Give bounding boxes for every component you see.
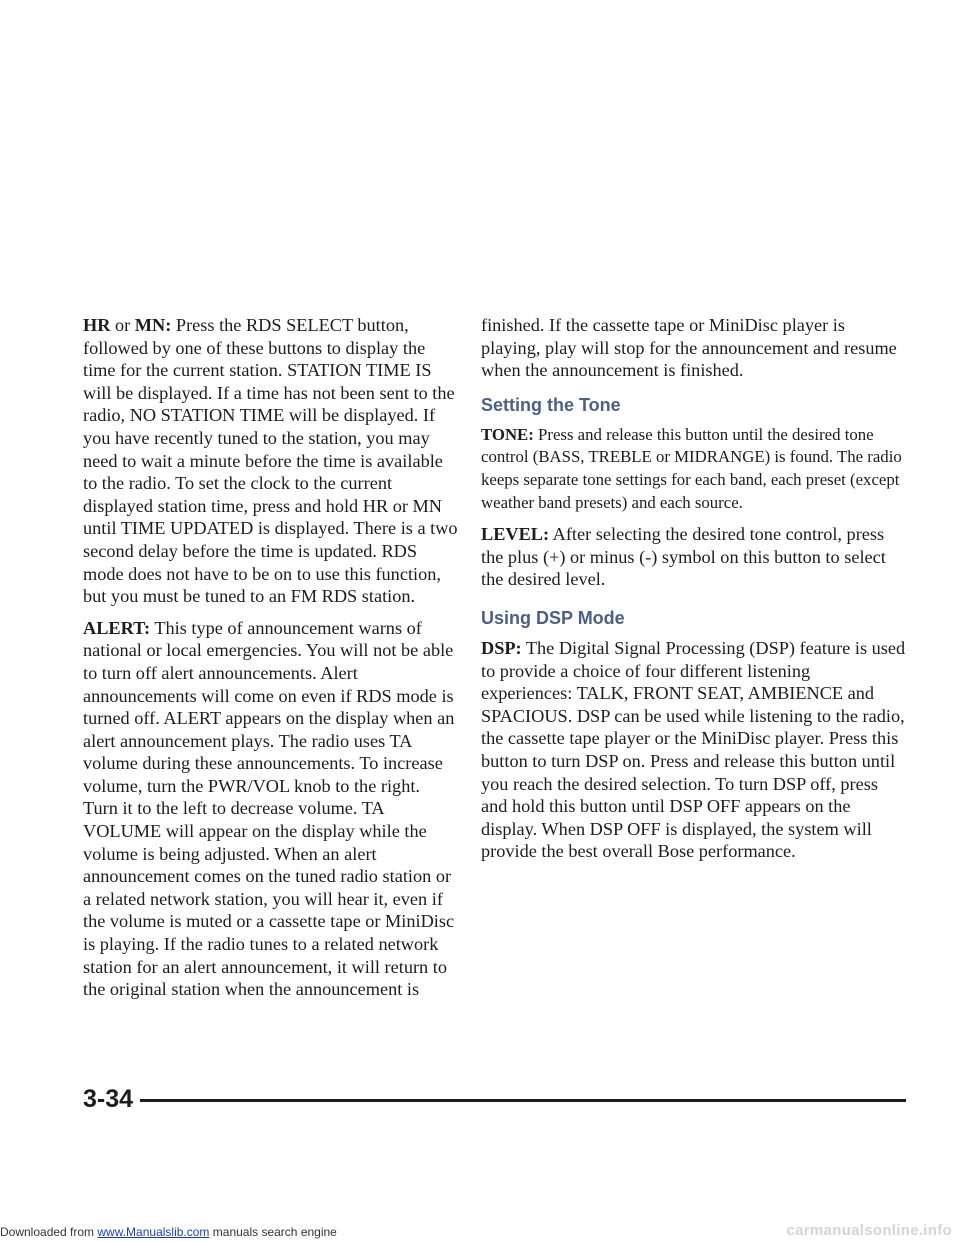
dsp-paragraph	[481, 637, 906, 863]
footer-prefix: Downloaded from	[0, 1225, 98, 1239]
page-number: 3-34	[83, 1085, 134, 1113]
alert-text: This type of announcement warns of national or local emergencies. You will not be able to turn off alert announcements. Alert announcements will come on even if RDS mode is turned off. ALERT appears on the display when an alert announcement plays. The radio uses TA volume during these announcements. To increase volume, turn the PWR/VOL knob to the right. Turn it to the left to decrease volume. TA VOLUME will appear on the display while the volume is being adjusted. When an alert announcement comes on the tuned radio station or a related network station, you will hear it, even if the volume is muted or a cassette tape or MiniDisc is playing. If the radio tunes to a related network station for an alert announcement, it will return to the original station when the announcement is	[83, 617, 455, 1000]
dsp-term: DSP:	[481, 637, 522, 658]
level-text: After selecting the desired tone control, press the plus (+) or minus (-) symbol on this button to select the desired level.	[481, 524, 886, 590]
hr-term: HR	[83, 315, 111, 335]
setting-tone-heading: Setting the Tone	[481, 394, 621, 415]
continued-paragraph: finished. If the cassette tape or MiniDisc player is playing, play will stop for the announcement and resume when the announcement is finished.	[481, 315, 897, 381]
watermark: carmanualsonline.info	[786, 1222, 952, 1239]
hr-mn-paragraph	[83, 314, 459, 608]
alert-paragraph	[83, 617, 459, 1001]
or-text: or	[110, 315, 135, 335]
tone-paragraph	[481, 424, 906, 514]
mn-term: MN:	[134, 315, 172, 335]
dsp-mode-heading: Using DSP Mode	[481, 607, 625, 628]
tone-text: Press and release this button until the desired tone control (BASS, TREBLE or MIDRANGE) is found. The radio keeps separate tone settings for each band, each preset (except weather band presets) and each source.	[481, 424, 902, 512]
left-column	[83, 314, 459, 1010]
alert-term: ALERT:	[83, 617, 151, 638]
right-column	[481, 314, 906, 872]
hr-mn-text: Press the RDS SELECT button, followed by one of these buttons to display the time for the current station. STATION TIME IS will be displayed. If a time has not been sent to the radio, NO STATION TIME will be displayed. If you have recently tuned to the station, you may need to wait a minute before the time is available to the radio. To set the clock to the current displayed station time, press and hold HR or MN until TIME UPDATED is displayed. There is a two second delay before the time is updated. RDS mode does not have to be on to use this function, but you must be tuned to an FM RDS station.	[83, 315, 458, 607]
page-rule	[140, 1099, 906, 1102]
download-footer	[0, 1225, 337, 1239]
tone-term: TONE:	[481, 424, 534, 444]
dsp-text: The Digital Signal Processing (DSP) feature is used to provide a choice of four different listening experiences: TALK, FRONT SEAT, AMBIENCE and SPACIOUS. DSP can be used while listening to the radio, the cassette tape player or the MiniDisc player. Press this button to turn DSP on. Press and release this button until you reach the desired selection. To turn DSP off, press and hold this button until DSP OFF appears on the display. When DSP OFF is displayed, the system will provide the best overall Bose performance.	[481, 637, 906, 862]
manualslib-link[interactable]: www.Manualslib.com	[97, 1225, 210, 1239]
level-term: LEVEL:	[481, 524, 550, 545]
footer-suffix: manuals search engine	[209, 1225, 337, 1239]
level-paragraph	[481, 523, 906, 591]
